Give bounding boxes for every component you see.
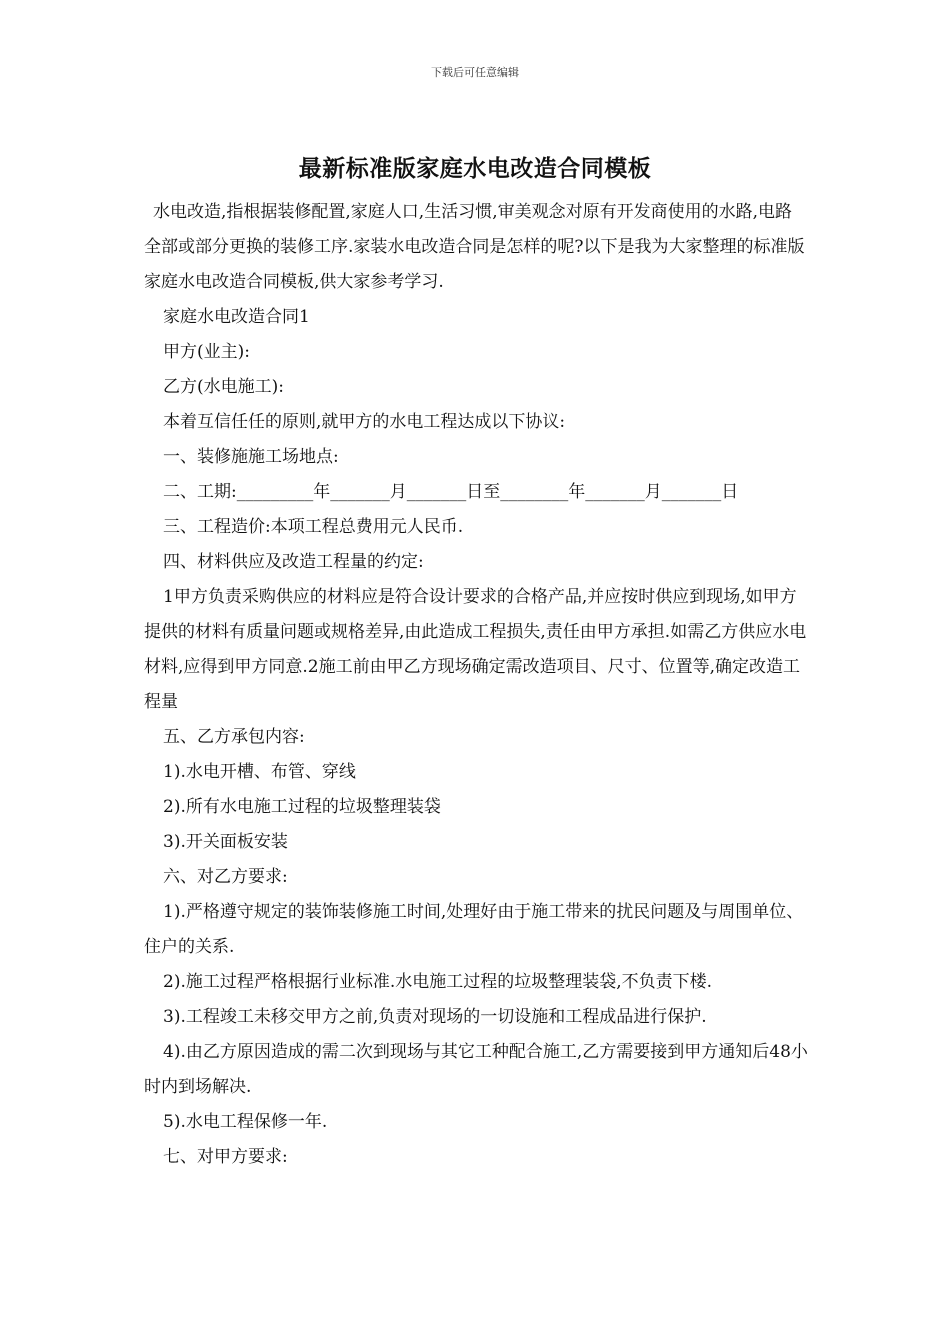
section-4-heading: 四、材料供应及改造工程量的约定: (163, 552, 424, 572)
section-5-item-1: 1).水电开槽、布管、穿线 (163, 762, 356, 782)
agreement-preamble: 本着互信任任的原则,就甲方的水电工程达成以下协议: (163, 412, 566, 432)
section-4-clause: 1甲方负责采购供应的材料应是符合设计要求的合格产品,并应按时供应到现场,如甲方提供的材料有质量问题或规格差异,由此造成工程损失,责任由甲方承担.如需乙方供应水电材料,应得到甲方同意.2施工前由甲乙方现场确定需改造项目、尺寸、位置等,确定改造工程量 (144, 587, 807, 712)
document-body (144, 195, 808, 1175)
section-5-heading: 五、乙方承包内容: (163, 727, 305, 747)
section-6-item-1: 1).严格遵守规定的装饰装修施工时间,处理好由于施工带来的扰民问题及与周围单位、住户的关系. (144, 902, 804, 957)
party-a-line: 甲方(业主): (163, 342, 250, 362)
section-7-heading: 七、对甲方要求: (163, 1147, 288, 1167)
page-header-note: 下载后可任意编辑 (431, 66, 519, 79)
section-6-item-2: 2).施工过程严格根据行业标准.水电施工过程的垃圾整理装袋,不负责下楼. (163, 972, 713, 992)
section-2-schedule: 二、工期:_________年_______月_______日至________年_______月_______日 (163, 482, 739, 502)
section-6-item-3: 3).工程竣工未移交甲方之前,负责对现场的一切设施和工程成品进行保护. (163, 1007, 707, 1027)
section-6-item-5: 5).水电工程保修一年. (163, 1112, 328, 1132)
section-6-item-4: 4).由乙方原因造成的需二次到现场与其它工种配合施工,乙方需要接到甲方通知后48小时内到场解决. (144, 1042, 808, 1097)
section-1-heading: 一、装修施施工场地点: (163, 447, 339, 467)
section-6-heading: 六、对乙方要求: (163, 867, 288, 887)
section-5-item-2: 2).所有水电施工过程的垃圾整理装袋 (163, 797, 441, 817)
contract-heading: 家庭水电改造合同1 (163, 307, 310, 327)
section-5-item-3: 3).开关面板安装 (163, 832, 288, 852)
intro-paragraph: 水电改造,指根据装修配置,家庭人口,生活习惯,审美观念对原有开发商使用的水路,电路全部或部分更换的装修工序.家装水电改造合同是怎样的呢?以下是我为大家整理的标准版家庭水电改造合同模板,供大家参考学习. (144, 202, 805, 292)
section-3-cost: 三、工程造价:本项工程总费用元人民币. (163, 517, 464, 537)
document-title: 最新标准版家庭水电改造合同模板 (298, 156, 652, 182)
party-b-line: 乙方(水电施工): (163, 377, 284, 397)
